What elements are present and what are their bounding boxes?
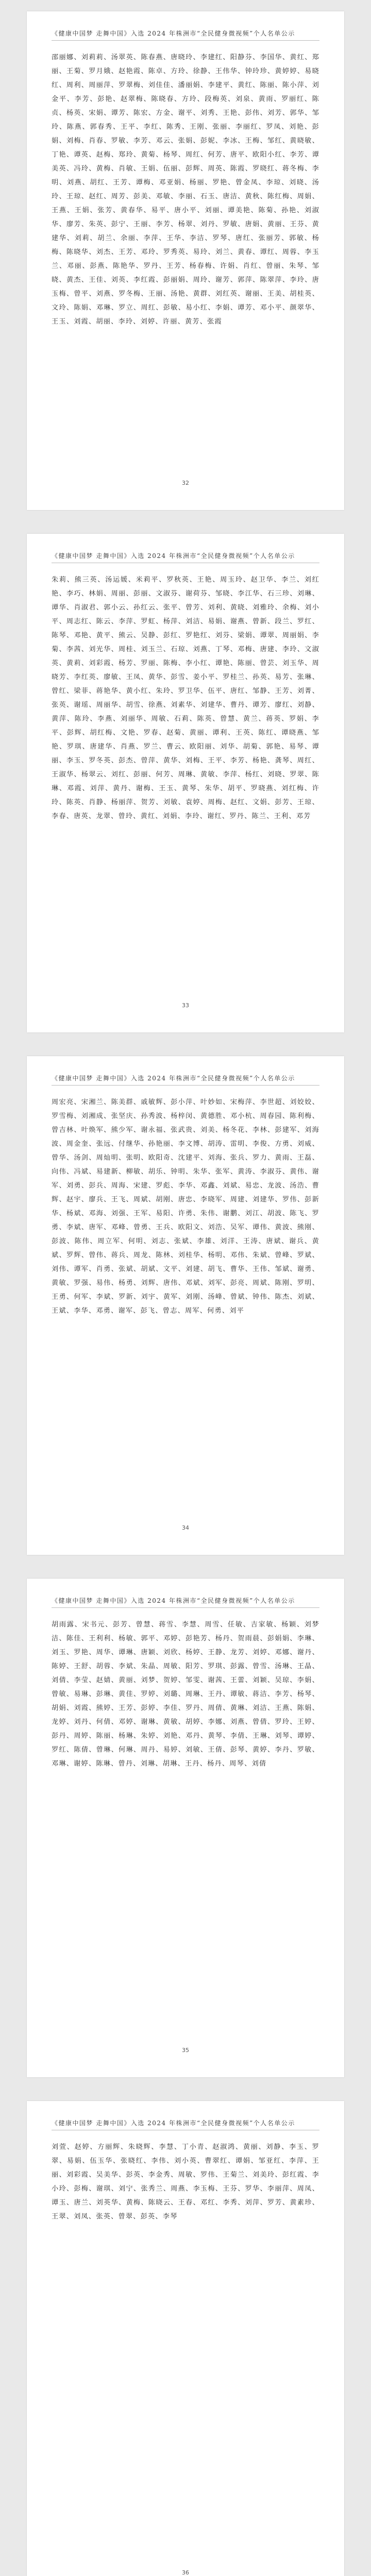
page-header: 《健康中国梦 走舞中国》入选 2024 年株洲市“全民健身微视频”个人名单公示 <box>52 1597 295 1604</box>
page <box>27 2101 344 2576</box>
header-rule <box>52 1085 319 1086</box>
page-number: 34 <box>182 1524 189 1531</box>
header-rule <box>52 40 319 41</box>
page <box>27 11 344 510</box>
page-number: 35 <box>182 2047 189 2054</box>
page-header: 《健康中国梦 走舞中国》入选 2024 年株洲市“全民健身微视频”个人名单公示 <box>52 1075 295 1082</box>
page-number: 32 <box>182 480 189 486</box>
page-header: 《健康中国梦 走舞中国》入选 2024 年株洲市“全民健身微视频”个人名单公示 <box>52 30 295 37</box>
page <box>27 534 344 1032</box>
page-number: 33 <box>182 1002 189 1009</box>
page-header: 《健康中国梦 走舞中国》入选 2024 年株洲市“全民健身微视频”个人名单公示 <box>52 552 295 560</box>
name-list: 邵丽娜、刘莉莉、汤翠英、陈春燕、唐晓玲、李建红、阳静芬、李国华、黄红、郑丽、王菊、罗月娥、赵艳霞、陈卓、方玲、徐静、王伟华、钟玲珍、黄婷婷、易晓红、周利、周丽萍、罗翠梅、刘佳佳、潘丽娟、李建平、黄红、陈丽、陈小萍、刘金平、李芳、彭艳、赵翠梅、陈晓春、方玲、段梅英、刘泉、黄雨、罗丽红、陈贞、杨英、宋娟、谭芳、陈宏、方金、谢平、刘秀、王艳、彭伟、刘芳、郭华、邹玲、陈燕、郭春秀、王平、李红、陈秀、王刚、张丽、李丽红、罗凤、刘艳、彭娟、刘梅、肖春、罗敏、李芳、邓云、张娟、彭妮、李冰、王梅、邹红、黄晓敏、丁艳、谭英、赵梅、郑玲、黄菊、杨琴、周红、何芳、唐平、欧阳小红、李芳、谭美英、冯玲、黄梅、肖敏、王娟、伍丽、彭辉、周英、陈霞、罗晓红、蒋冬梅、李明、刘燕、胡红、王芳、谭梅、邓亚娟、杨丽、罗艳、曾金凤、李琼、刘晓、汤玲、王琼、赵红、周芳、彭美、邓敏、李丽、石玉、唐洁、黄秋、陈红梅、周娟、王燕、王娟、张芳、黄春华、易平、唐小平、刘丽、谭美艳、陈菊、孙艳、刘淑华、廖芳、朱英、彭宁、王丽、李芳、杨翠、刘丹、罗敏、唐娟、黄丽、王芬、黄建华、刘莉、胡兰、余丽、李萍、王华、李洁、罗琴、唐红、张丽芳、郭敏、杨梅、陈晓华、刘杰、王芳、邓玲、罗秀英、易玲、刘兰、黄春、谭红、周蓉、李玉兰、邓丽、彭燕、陈艳华、罗丹、王芳、杨春梅、许娟、肖红、曾丽、朱琴、邹晓、黄杰、王佳、刘英、李红霞、彭丽娟、周玲、谢芳、郭萍、陈翠萍、李玲、唐玉梅、曾平、刘燕、罗冬梅、王丽、汤艳、黄群、刘红英、谢丽、王美、胡桂英、文玲、陈娟、邓琳、罗立、周红、彭敏、易小红、李娟、谭芳、邓小平、颜翠华、王玉、刘霞、胡丽、李玲、刘婷、许丽、黄芳、张霞 <box>52 54 319 326</box>
name-list: 朱莉、熊三英、汤运媛、米莉平、罗秋英、王艳、周玉玲、赵卫华、李兰、刘红艳、李巧、林娟、周丽、彭丽、文淑芬、谢荷芬、邹晓、李江华、石三珍、刘琳、谭华、肖淑君、郭小云、孙红云、张平、曾芳、刘利、黄晓、刘雅玲、余梅、刘小平、周志红、陈云、李萍、罗虹、杨萍、刘洁、易娟、谢燕、曾新、段兰、罗红、陈琴、邓艳、黄平、熊云、吴静、彭红、罗艳红、刘芬、梁娟、谭翠、周丽娟、李菊、李茜、刘光华、周桂、刘玉兰、石琼、刘燕、丁琴、邓梅、唐建、李玲、文淑英、黄莉、刘彩霞、杨芳、罗丽、陈梅、李小红、谭艳、陈丽、曾芸、刘玉华、周晓芳、李红英、廖敏、王凤、黄华、彭雪、姜小平、罗桂兰、孙英、易芳、张琳、曾红、梁菲、蒋艳华、黄小红、朱玲、罗卫华、伍平、唐红、邹静、王芳、刘菁、张英、谢瑶、周丽华、胡雪、徐燕、刘素华、刘建华、曹丹、谭芳、廖红、刘静、黄萍、陈玲、李燕、刘丽华、周敏、石莉、陈英、曾慧、黄兰、蒋英、罗娟、李平、彭辉、胡红梅、文艳、罗春、赵菊、黄丽、谭利、王英、陈红、谭晓燕、邹艳、罗琪、唐建华、肖燕、罗兰、曹云、欧阳丽、刘华、胡菊、郭艳、易琴、谭丽、李玉、罗冬英、彭杰、曾萍、黄华、刘梅、王平、李芳、杨艳、龚琴、周红、王淑华、杨翠云、刘红、彭丽、何芳、周琳、黄敏、李萍、杨红、刘晓、罗翠、陈琳、邓霞、刘萍、黄丹、谢梅、王玉、黄琴、朱华、胡平、罗晓燕、刘红梅、许玲、陈英、肖静、杨丽萍、贺芳、刘敏、袁婷、周梅、赵红、文娟、彭芳、王琼、李春、唐英、龙翠、曾玲、黄红、刘娟、李玲、谢红、罗丹、陈兰、王利、邓芳 <box>52 576 319 820</box>
name-list: 刘萱、赵婷、方丽辉、朱晓辉、李慧、丁小青、赵淑鸿、黄丽、刘静、李玉、罗翠、易娟、伍玉华、张晓红、李伟、刘小英、曹翠红、谭娟、邹亚红、李萍、王丽、刘彩霞、吴美华、彭英、李金秀、周敏、罗伟、王菊兰、刘美玲、彭红霞、李小玲、彭梅、谢琪、刘宁、张秀兰、周燕、李玉梅、王芬、罗华、李丽萍、周凤、谭玉、唐兰、刘英华、黄梅、陈晓云、王春、邓红、李秀、刘萍、罗芳、黄素珍、王翠、刘凤、张英、曾翠、彭英、李琴 <box>52 2143 319 2221</box>
page-number: 36 <box>182 2569 189 2576</box>
header-rule <box>52 1607 319 1608</box>
name-list: 周宏亮、宋湘兰、陈美群、戚敏辉、彭小萍、叶妙如、宋梅萍、李世超、刘姣姣、罗雪梅、刘湘成、张坚庆、孙秀波、杨梓闵、黄德胜、邓小杭、周春园、陈利梅、曾吉林、叶焕军、熊少军、谢永福、张武贵、刘美、杨冬花、李林、彭建军、刘海波、周金奎、张远、付继华、孙艳丽、李文博、胡涛、雷明、李俊、方勇、刘威、曾华、汤剑、周灿明、张明、欧阳奇、沈建平、刘海、张兵、罗力、黄雨、王磊、向伟、冯斌、易建新、柳敏、胡乐、钟明、朱华、张军、黄涛、李淑芬、黄伟、谢军、刘勇、彭兵、周海、宋建、罗彪、李华、邓鑫、刘斌、易忠、龙波、汤浩、曹辉、赵宇、廖兵、王飞、周斌、胡刚、唐忠、李晓军、周建、刘建华、罗伟、彭新华、杨斌、邓海、刘强、王军、易阳、许勇、朱伟、谢鹏、刘江、胡波、陈飞、罗勇、李斌、唐军、邓峰、曾勇、王兵、欧阳文、刘浩、吴军、谭伟、黄波、熊刚、彭波、陈伟、周立军、何明、刘志、张斌、李雄、刘洋、王涛、唐斌、谢兵、黄斌、罗辉、曾伟、蒋兵、周龙、陈林、刘桂华、杨明、邓伟、朱斌、曾峰、罗斌、刘伟、谭军、肖勇、张斌、胡斌、文平、刘建、胡飞、曹华、王伟、邹斌、谢勇、黄敏、罗强、易伟、杨勇、刘辉、唐伟、邓斌、刘军、彭亮、周斌、陈刚、罗明、王勇、何军、李斌、罗新、刘宇、黄军、刘刚、汤峰、曾斌、钟伟、陈杰、刘斌、王斌、李华、邓勇、谢军、彭飞、曾志、周军、何勇、刘平 <box>52 1098 319 1315</box>
page <box>27 1579 344 2077</box>
name-list: 胡雨露、宋书元、彭芳、曾慧、蒋雪、李慧、周雪、任敏、吉家敏、杨颖、刘梦洁、陈佳、王利利、杨敏、郭平、邓婷、彭艳芳、杨丹、贺雨晨、彭娟娟、李琳、刘玉、罗艳、周华、谭琳、唐颖、刘欣、杨婷、王静、龙芳、刘婷、邓娜、谢丹、陈婷、王舒、胡蓉、李斌、朱晶、周敏、阳芳、罗琪、彭露、曾雪、汤琳、王晶、刘倩、李莹、赵婧、黄丽、刘梦、贺婷、邹雯、谢茜、王蕾、刘颖、吴琼、李娟、曾敏、易琳、彭琳、黄佳、罗婷、刘璐、周琳、王丹、谭敏、蒋洁、李芳、杨琴、胡娟、刘霞、熊婷、王芳、彭婷、李佳、罗丹、周倩、黄琳、刘洁、王燕、陈娟、龙婷、刘丹、何倩、邓婷、谢琳、黄敏、胡婷、李娜、刘燕、曾倩、罗玲、王婷、彭丹、周婷、陈丽、杨琳、朱婷、刘艳、邓丹、黄琴、李倩、王琳、刘琴、谭婷、罗红、陈倩、曾琳、何琳、周丹、易婷、刘敏、王倩、彭琴、黄婷、李丹、罗敏、邓琳、谢婷、陈琳、曾丹、刘琳、胡琳、王丹、杨丹、周琴、刘倩 <box>52 1621 319 1768</box>
page <box>27 1056 344 1555</box>
page-header: 《健康中国梦 走舞中国》入选 2024 年株洲市“全民健身微视频”个人名单公示 <box>52 2120 295 2127</box>
